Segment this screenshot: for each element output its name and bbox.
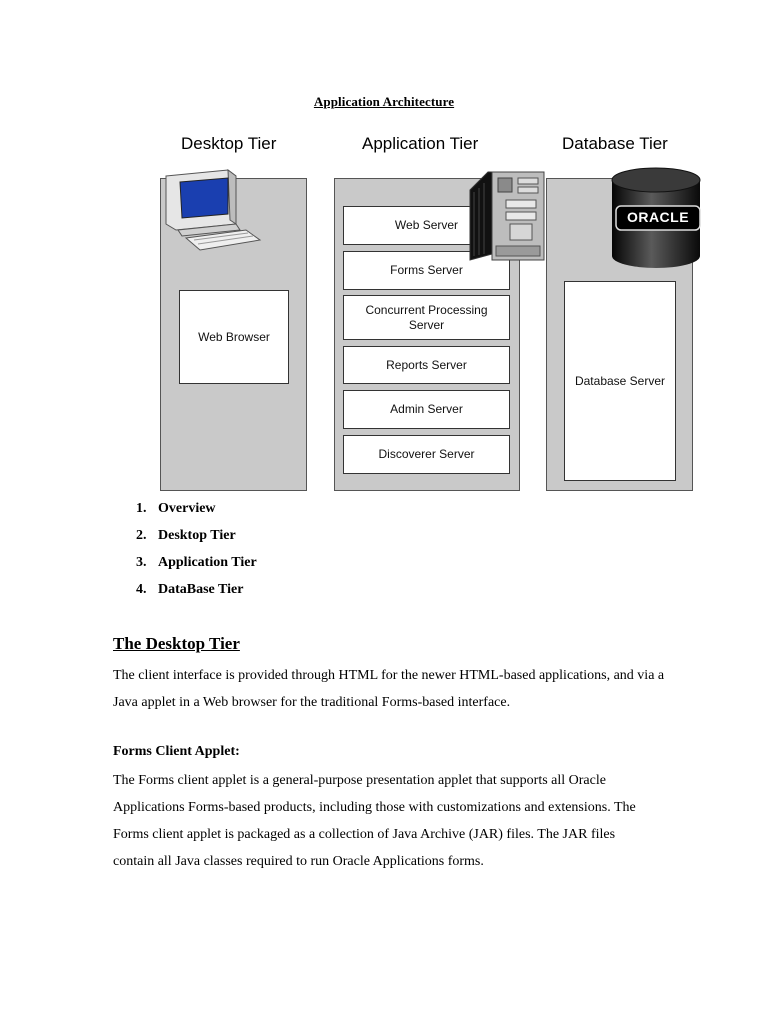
forms-client-applet-heading: Forms Client Applet: xyxy=(113,744,240,759)
desktop-tier-intro-paragraph: The client interface is provided through HTML for the newer HTML-based applications, and via a Java applet in a Web browser for the traditional Forms-based interface. xyxy=(113,668,665,710)
web-browser-box: Web Browser xyxy=(179,290,289,384)
desktop-tier-section-heading: The Desktop Tier xyxy=(113,634,240,653)
page-title: Application Architecture xyxy=(313,94,455,109)
discoverer-server-box: Discoverer Server xyxy=(343,435,510,474)
admin-server-box: Admin Server xyxy=(343,390,510,429)
toc-item-number: 1. xyxy=(136,501,147,516)
toc-item-number: 3. xyxy=(136,555,147,570)
table-of-contents xyxy=(136,500,257,608)
concurrent-processing-server-box: Concurrent Processing Server xyxy=(343,295,510,340)
toc-item-label: Overview xyxy=(158,501,216,516)
forms-server-box: Forms Server xyxy=(343,251,510,290)
toc-item-number: 2. xyxy=(136,528,147,543)
desktop-tier-heading: Desktop Tier xyxy=(181,134,277,153)
toc-item[interactable] xyxy=(136,554,257,581)
web-server-box: Web Server xyxy=(343,206,510,245)
computer-icon xyxy=(156,168,262,252)
oracle-logo: ORACLE xyxy=(626,209,690,225)
toc-item[interactable] xyxy=(136,500,257,527)
toc-item-label: DataBase Tier xyxy=(158,582,244,597)
toc-item-label: Application Tier xyxy=(158,555,257,570)
application-tier-heading: Application Tier xyxy=(362,134,479,153)
toc-item-label: Desktop Tier xyxy=(158,528,236,543)
reports-server-box: Reports Server xyxy=(343,346,510,384)
toc-item[interactable] xyxy=(136,527,257,554)
forms-client-applet-paragraph: The Forms client applet is a general-purpose presentation applet that supports all Oracle Applications Forms-based products, including those with customizations and extensions. The Forms client applet is packaged as a collection of Java Archive (JAR) files. The JAR files contain all Java classes required to run Oracle Applications forms. xyxy=(113,773,636,869)
toc-item-number: 4. xyxy=(136,582,147,597)
toc-item[interactable] xyxy=(136,581,257,608)
server-icon xyxy=(466,168,548,264)
database-tier-heading: Database Tier xyxy=(562,134,668,153)
database-server-box: Database Server xyxy=(564,281,676,481)
